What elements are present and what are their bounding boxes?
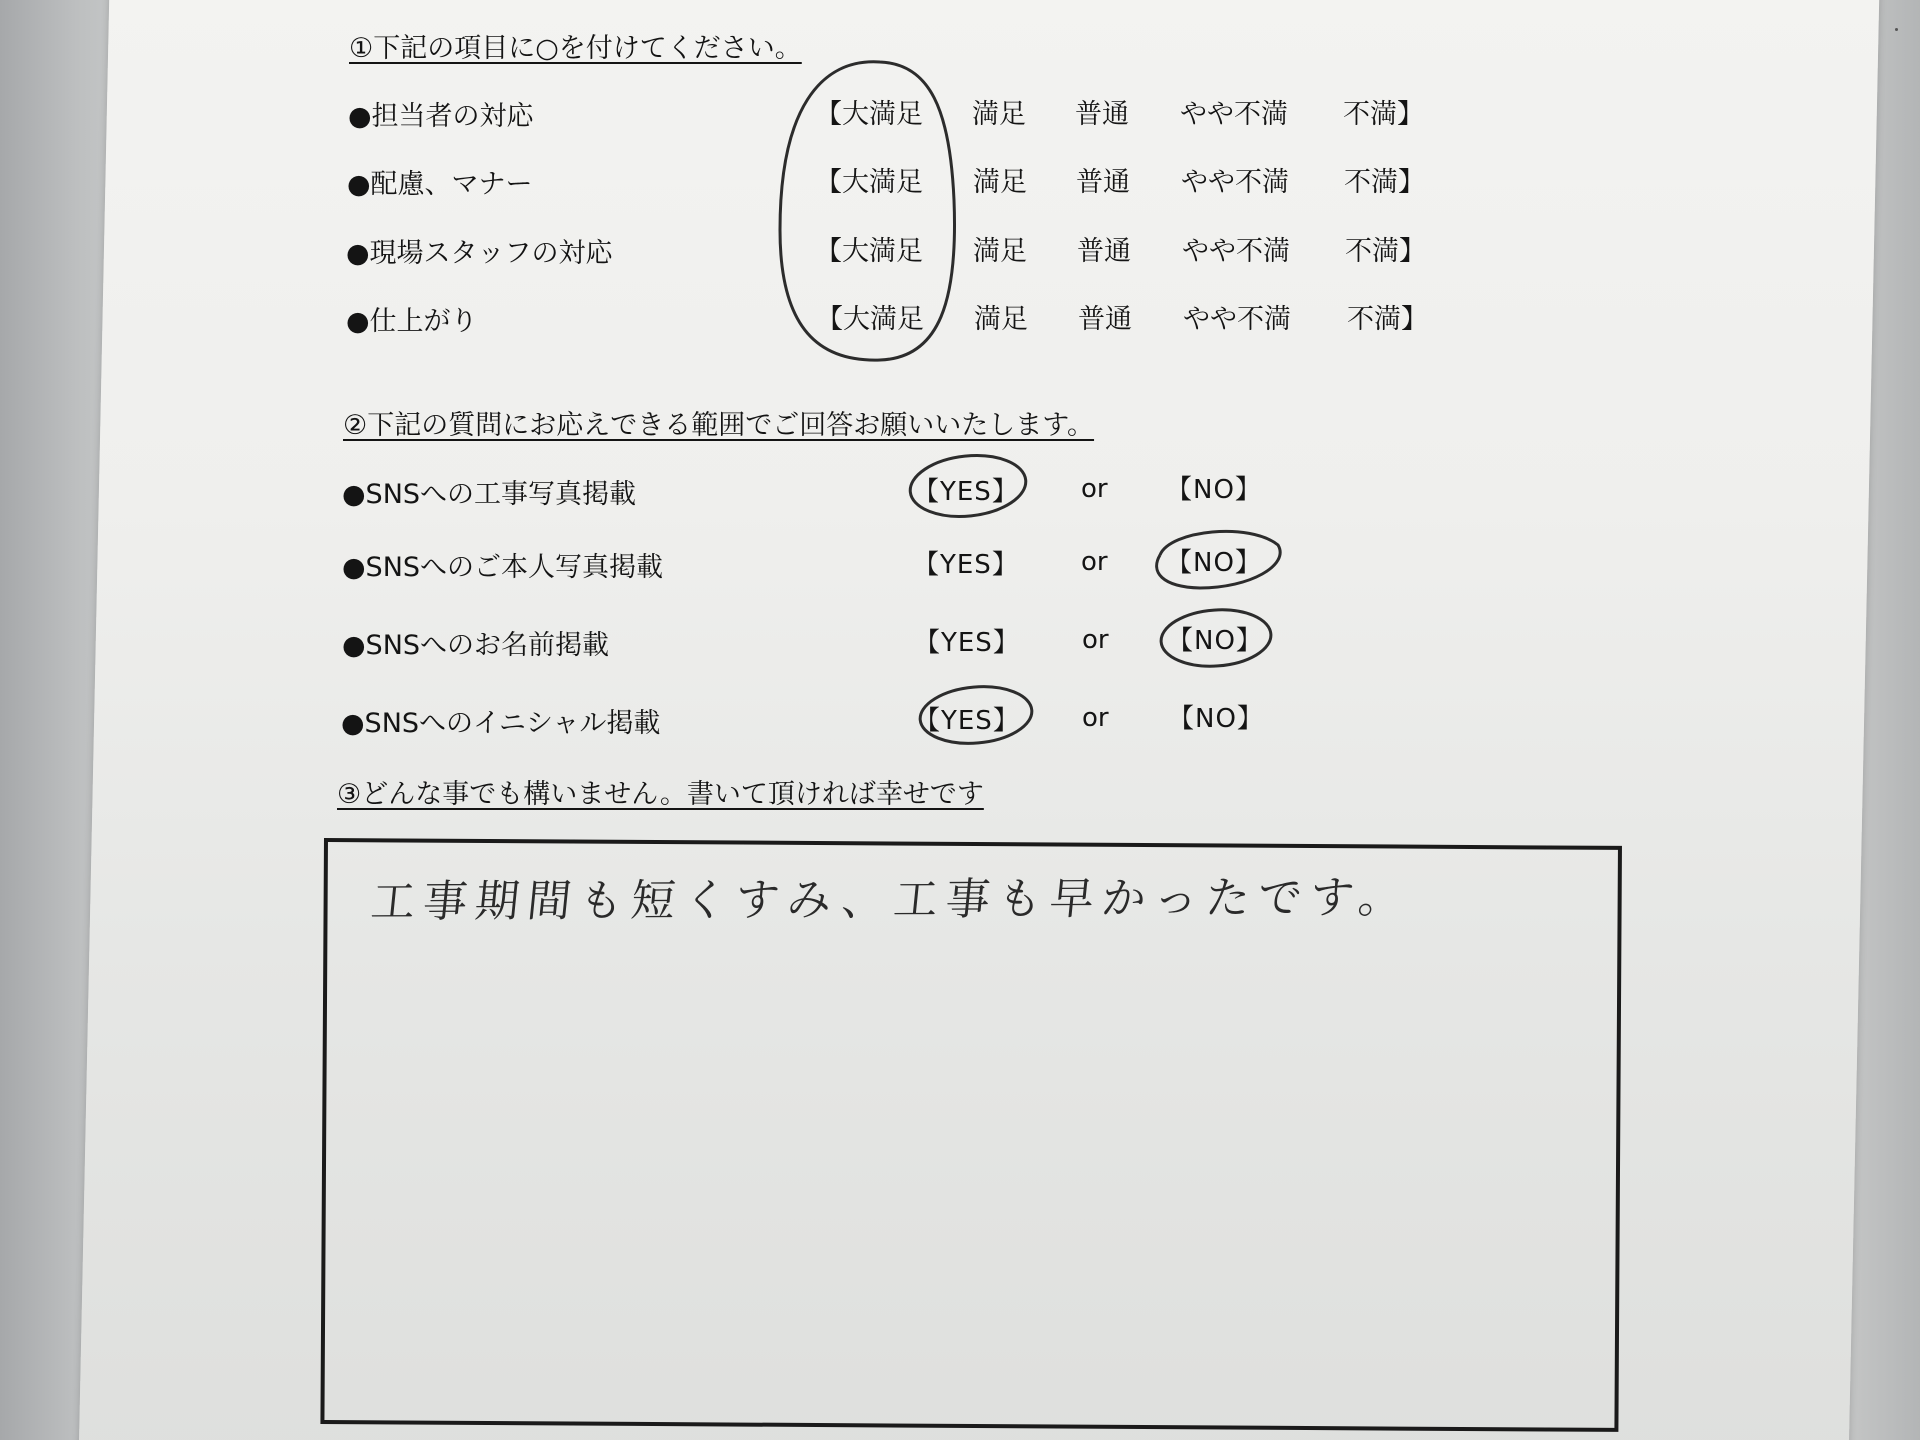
- handwritten-comment: 工事期間も短くすみ、工事も早かったです。: [368, 872, 1413, 928]
- sns4-or-text: or: [1082, 703, 1109, 733]
- q2-option-somewhat-dissatisfied[interactable]: やや不満: [1181, 167, 1289, 198]
- q4-option-somewhat-dissatisfied[interactable]: やや不満: [1183, 304, 1291, 335]
- q2-option-very-satisfied[interactable]: 【大満足: [815, 167, 923, 198]
- q1-option-normal[interactable]: 普通: [1075, 99, 1129, 130]
- q3-option-normal[interactable]: 普通: [1077, 236, 1131, 267]
- section3-title: ③どんな事でも構いません。書いて頂ければ幸せです: [337, 779, 984, 810]
- sns2-label: ●SNSへのご本人写真掲載: [342, 552, 664, 583]
- q3-label: ●現場スタッフの対応: [346, 238, 613, 269]
- sns1-label: ●SNSへの工事写真掲載: [342, 479, 637, 510]
- sns2-or-text: or: [1081, 547, 1108, 577]
- q2-option-dissatisfied[interactable]: 不満】: [1344, 167, 1425, 198]
- dust-speck: [1895, 28, 1898, 31]
- sns4-label: ●SNSへのイニシャル掲載: [341, 708, 661, 739]
- q4-label: ●仕上がり: [346, 306, 478, 337]
- sns1-yes-option[interactable]: 【YES】: [913, 477, 1019, 507]
- q3-option-dissatisfied[interactable]: 不満】: [1345, 236, 1426, 267]
- section1-title: ①下記の項目に○を付けてください。: [349, 33, 802, 64]
- sns4-no-option[interactable]: 【NO】: [1168, 704, 1264, 734]
- sns4-yes-option[interactable]: 【YES】: [914, 706, 1020, 736]
- sns3-yes-option[interactable]: 【YES】: [914, 628, 1020, 658]
- q1-option-somewhat-dissatisfied[interactable]: やや不満: [1180, 99, 1288, 130]
- q2-option-satisfied[interactable]: 満足: [973, 167, 1027, 198]
- q4-option-very-satisfied[interactable]: 【大満足: [816, 304, 924, 335]
- q1-option-dissatisfied[interactable]: 不満】: [1343, 99, 1424, 130]
- sns1-or-text: or: [1081, 474, 1108, 504]
- q1-option-very-satisfied[interactable]: 【大満足: [815, 99, 923, 130]
- q4-option-satisfied[interactable]: 満足: [974, 304, 1028, 335]
- sns3-or-text: or: [1082, 625, 1109, 655]
- q4-option-dissatisfied[interactable]: 不満】: [1347, 304, 1428, 335]
- q3-option-very-satisfied[interactable]: 【大満足: [815, 236, 923, 267]
- q4-option-normal[interactable]: 普通: [1078, 304, 1132, 335]
- q3-option-somewhat-dissatisfied[interactable]: やや不満: [1182, 236, 1290, 267]
- sns3-label: ●SNSへのお名前掲載: [342, 630, 610, 661]
- sns2-yes-option[interactable]: 【YES】: [913, 550, 1019, 580]
- sns2-no-option[interactable]: 【NO】: [1166, 548, 1262, 578]
- q2-label: ●配慮、マナー: [347, 169, 533, 200]
- q3-option-satisfied[interactable]: 満足: [973, 236, 1027, 267]
- sns1-no-option[interactable]: 【NO】: [1166, 475, 1262, 505]
- q1-label: ●担当者の対応: [348, 101, 534, 132]
- q1-option-satisfied[interactable]: 満足: [972, 99, 1026, 130]
- section2-title: ②下記の質問にお応えできる範囲でご回答お願いいたします。: [343, 410, 1095, 441]
- comment-box[interactable]: [320, 838, 1622, 1432]
- q2-option-normal[interactable]: 普通: [1076, 167, 1130, 198]
- sns3-no-option[interactable]: 【NO】: [1167, 626, 1263, 656]
